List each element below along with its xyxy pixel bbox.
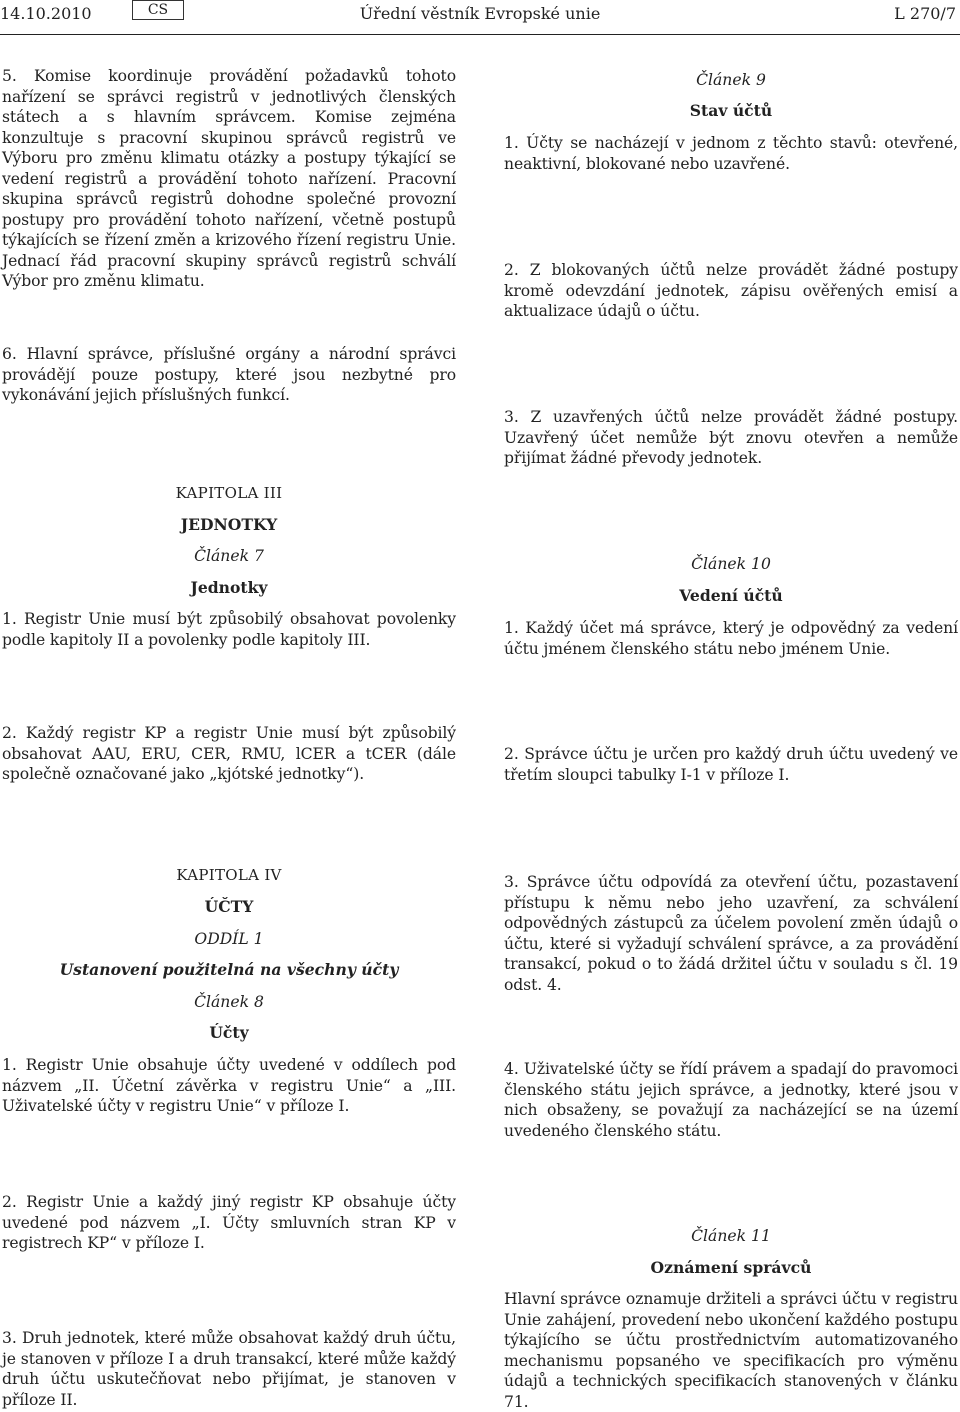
- article-10-par-1: 1. Každý účet má správce, který je odpovědný za vedení účtu jménem členského státu nebo jménem Unie.: [504, 619, 958, 658]
- chapter-4-heading: KAPITOLA IV: [176, 866, 282, 884]
- article-10-heading: Článek 10: [691, 555, 771, 573]
- article-11-heading: Článek 11: [691, 1227, 771, 1245]
- article-9-par-1: 1. Účty se nacházejí v jednom z těchto stavů: otevřené, neaktivní, blokované nebo uzavřené.: [504, 134, 958, 173]
- paragraph-6: 6. Hlavní správce, příslušné orgány a národní správci provádějí pouze postupy, které jsou nezbytné pro vykonávání jejich příslušných funkcí.: [2, 345, 456, 404]
- chapter-4-title: ÚČTY: [204, 897, 254, 916]
- article-9-par-2: 2. Z blokovaných účtů nelze provádět žádné postupy kromě odevzdání jednotek, zápisu ověřených emisí a aktualizace údajů o účtu.: [504, 261, 958, 320]
- paragraph-5: 5. Komise koordinuje provádění požadavků tohoto nařízení se správci registrů v jednotlivých členských státech a s hlavním správcem. Komise zejména konzultuje s pracovní skupinou správců registrů ve Výboru pro změnu klimatu otázky a postupy týkající se vedení registrů a provádění tohoto nařízení. Pracovní skupina správců registrů dohodne společné provozní postupy pro provádění tohoto nařízení, včetně postupů týkajících se řízení změn a krizového řízení registru Unie. Jednací řád pracovní skupiny správců registrů schválí Výbor pro změnu klimatu.: [2, 67, 456, 290]
- journal-title: Úřední věstník Evropské unie: [359, 4, 601, 23]
- page-number: L 270/7: [894, 4, 956, 23]
- article-10-par-4: 4. Uživatelské účty se řídí právem a spadají do pravomoci členského státu jejich správce, a jednotky, které jsou v nich obsaženy, se považují za nacházející se na území uvedeného členského státu.: [504, 1060, 958, 1140]
- article-10-title: Vedení účtů: [679, 586, 783, 605]
- article-8-par-3: 3. Druh jednotek, které může obsahovat každý druh účtu, je stanoven v příloze I a druh transakcí, které může každý druh účtu uskutečňovat nebo přijímat, je stanoven v příloze II.: [2, 1329, 456, 1409]
- article-8-par-1: 1. Registr Unie obsahuje účty uvedené v oddílech pod názvem „II. Účetní závěrka v registru Unie“ a „III. Uživatelské účty v registru Unie“ v příloze I.: [2, 1056, 456, 1115]
- article-11-title: Oznámení správců: [650, 1258, 812, 1277]
- article-8-par-2: 2. Registr Unie a každý jiný registr KP obsahuje účty uvedené pod názvem „I. Účty smluvních stran KP v registrech KP“ v příloze I.: [2, 1193, 456, 1252]
- article-11-par: Hlavní správce oznamuje držiteli a správci účtu v registru Unie zahájení, provedení nebo ukončení každého postupu týkajícího se účtu prostřednictvím automatizovaného mechanismu popsaného ve specifikacích pro výměnu údajů a technických specifikacích stanovených v článku 71.: [504, 1290, 958, 1411]
- chapter-3-heading: KAPITOLA III: [175, 484, 283, 502]
- article-8-heading: Článek 8: [194, 993, 264, 1011]
- section-1-heading: ODDÍL 1: [194, 930, 264, 948]
- article-7-par-1: 1. Registr Unie musí být způsobilý obsahovat povolenky podle kapitoly II a povolenky podle kapitoly III.: [2, 610, 456, 649]
- article-9-heading: Článek 9: [696, 71, 766, 89]
- article-10-par-2: 2. Správce účtu je určen pro každý druh účtu uvedený ve třetím sloupci tabulky I-1 v příloze I.: [504, 745, 958, 784]
- header-rule: [0, 34, 960, 35]
- header-date: 14.10.2010: [0, 4, 92, 23]
- article-7-title: Jednotky: [190, 578, 268, 597]
- article-7-par-2: 2. Každý registr KP a registr Unie musí být způsobilý obsahovat AAU, ERU, CER, RMU, lCER a tCER (dále společně označované jako „kjótské jednotky“).: [2, 724, 456, 783]
- page-header: [0, 0, 960, 36]
- article-8-title: Účty: [209, 1023, 249, 1042]
- article-7-heading: Článek 7: [194, 547, 264, 565]
- section-1-title: Ustanovení použitelná na všechny účty: [59, 960, 399, 979]
- article-9-par-3: 3. Z uzavřených účtů nelze provádět žádné postupy. Uzavřený účet nemůže být znovu otevřen a nemůže přijímat žádné převody jednotek.: [504, 408, 958, 467]
- article-10-par-3: 3. Správce účtu odpovídá za otevření účtu, pozastavení přístupu k němu nebo jeho uzavření, za schválení odpovědných zástupců za účelem povolení změn údajů o účtu, které si vyžadují schválení správce, a za provádění transakcí, pokud o to žádá držitel účtu v souladu s čl. 19 odst. 4.: [504, 873, 958, 994]
- chapter-3-title: JEDNOTKY: [180, 515, 278, 534]
- language-badge: CS: [132, 0, 184, 20]
- article-9-title: Stav účtů: [689, 101, 773, 120]
